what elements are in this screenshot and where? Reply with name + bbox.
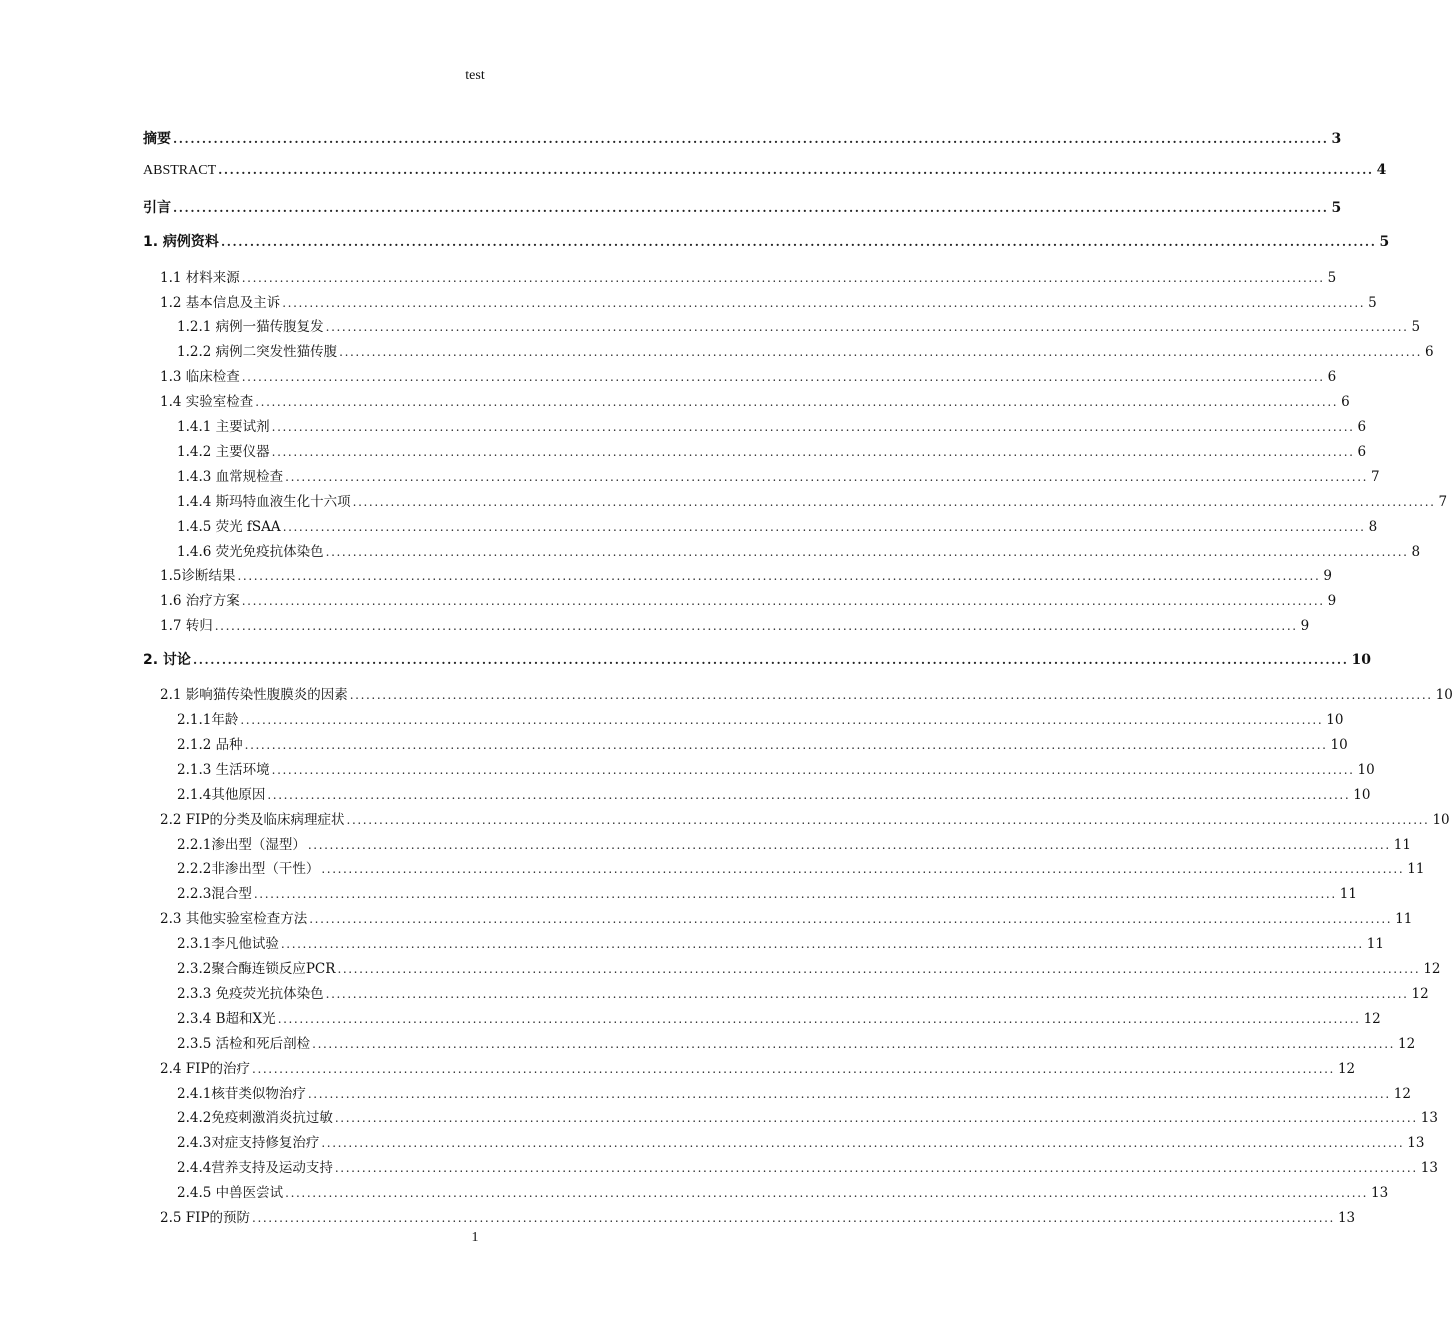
toc-entry-page: 5 (1329, 200, 1342, 216)
toc-entry[interactable] (143, 515, 1378, 537)
toc-entry[interactable] (143, 340, 1434, 362)
toc-entry[interactable] (143, 291, 1377, 313)
toc-entry-page: 6 (1355, 444, 1367, 460)
toc-entry-page: 10 (1350, 787, 1370, 803)
toc-entry-title: 1.2.2 病例二突发性猫传腹 (177, 340, 339, 360)
toc-entry[interactable] (143, 564, 1332, 586)
toc-leader-dots: ........................................................................................................................................................................................................ (220, 235, 1377, 249)
toc-entry-title: 2.4 FIP的治疗 (160, 1057, 252, 1077)
toc-entry[interactable] (143, 1106, 1438, 1128)
toc-entry-page: 9 (1320, 568, 1332, 584)
toc-entry[interactable] (143, 1206, 1356, 1228)
toc-entry-page: 10 (1355, 762, 1375, 778)
toc-entry[interactable] (143, 465, 1380, 487)
toc-entry-page: 12 (1409, 986, 1429, 1002)
toc-entry-page: 9 (1325, 593, 1337, 609)
toc-entry-page: 10 (1328, 737, 1348, 753)
toc-leader-dots: ........................................................................................................................................................................................................ (253, 887, 1337, 901)
toc-entry[interactable] (143, 197, 1342, 219)
toc-entry-title: 1.6 治疗方案 (160, 589, 242, 609)
toc-entry[interactable] (143, 683, 1453, 705)
toc-entry[interactable] (143, 128, 1342, 150)
toc-entry-page: 11 (1391, 837, 1411, 853)
toc-leader-dots: ........................................................................................................................................................................................................ (241, 594, 1325, 608)
toc-leader-dots: ........................................................................................................................................................................................................ (173, 132, 1329, 146)
toc-entry-title: 2.4.1核苷类似物治疗 (177, 1082, 308, 1102)
toc-entry-page: 13 (1418, 1110, 1438, 1126)
toc-leader-dots: ........................................................................................................................................................................................................ (307, 1087, 1391, 1101)
toc-entry-title: 2.5 FIP的预防 (160, 1206, 252, 1226)
toc-leader-dots: ........................................................................................................................................................................................................ (280, 937, 1364, 951)
toc-leader-dots: ........................................................................................................................................................................................................ (346, 813, 1430, 827)
toc-leader-dots: ........................................................................................................................................................................................................ (214, 619, 1298, 633)
toc-entry[interactable] (143, 589, 1337, 611)
toc-leader-dots: ........................................................................................................................................................................................................ (277, 1012, 1361, 1026)
toc-entry-page: 3 (1329, 131, 1342, 147)
toc-entry[interactable] (143, 231, 1390, 253)
toc-entry-page: 13 (1418, 1160, 1438, 1176)
toc-entry-title: 1.1 材料来源 (160, 266, 242, 286)
toc-entry-title: 2.3.4 B超和X光 (177, 1007, 278, 1027)
toc-entry[interactable] (143, 758, 1375, 780)
toc-leader-dots: ........................................................................................................................................................................................................ (325, 987, 1409, 1001)
toc-entry-title: 2.4.2免疫刺激消炎抗过敏 (177, 1106, 335, 1126)
toc-leader-dots: ........................................................................................................................................................................................................ (312, 1037, 1396, 1051)
toc-entry-title: 2.2 FIP的分类及临床病理症状 (160, 808, 347, 828)
toc-entry-page: 11 (1404, 861, 1424, 877)
toc-entry-title: 2.4.3对症支持修复治疗 (177, 1131, 321, 1151)
toc-entry[interactable] (143, 982, 1429, 1004)
toc-entry-page: 11 (1364, 936, 1384, 952)
toc-leader-dots: ........................................................................................................................................................................................................ (241, 271, 1325, 285)
toc-leader-dots: ........................................................................................................................................................................................................ (271, 763, 1355, 777)
toc-entry-title: 2.3.2聚合酶连锁反应PCR (177, 957, 337, 977)
toc-entry[interactable] (143, 614, 1310, 636)
toc-entry-page: 13 (1335, 1210, 1355, 1226)
toc-entry-page: 10 (1433, 687, 1453, 703)
toc-leader-dots: ........................................................................................................................................................................................................ (252, 1062, 1335, 1076)
toc-leader-dots: ........................................................................................................................................................................................................ (352, 495, 1436, 509)
toc-entry-title: 摘要 (143, 128, 173, 148)
toc-entry-title: 1.2.1 病例一猫传腹复发 (177, 315, 326, 335)
toc-entry-title: 2.1.1年龄 (177, 708, 240, 728)
toc-entry-page: 4 (1374, 162, 1387, 178)
toc-entry-page: 5 (1376, 234, 1389, 250)
toc-entry-page: 9 (1298, 618, 1310, 634)
toc-entry-title: 2.1.4其他原因 (177, 783, 267, 803)
toc-entry[interactable] (143, 315, 1421, 337)
toc-entry[interactable] (143, 162, 1387, 184)
toc-entry[interactable] (143, 649, 1371, 671)
toc-entry-title: 2.2.3混合型 (177, 882, 254, 902)
toc-entry[interactable] (143, 1032, 1416, 1054)
toc-entry-title: 2.3.5 活检和死后剖检 (177, 1032, 312, 1052)
toc-leader-dots: ........................................................................................................................................................................................................ (307, 838, 1391, 852)
toc-entry-title: 1.3 临床检查 (160, 365, 242, 385)
toc-entry-page: 6 (1355, 419, 1367, 435)
toc-entry[interactable] (143, 540, 1421, 562)
toc-entry-page: 8 (1366, 519, 1378, 535)
toc-leader-dots: ........................................................................................................................................................................................................ (334, 1111, 1418, 1125)
toc-entry[interactable] (143, 440, 1367, 462)
toc-leader-dots: ........................................................................................................................................................................................................ (271, 445, 1355, 459)
toc-entry[interactable] (143, 390, 1350, 412)
toc-entry-title: 2.1 影响猫传染性腹膜炎的因素 (160, 683, 350, 703)
toc-entry-title: 1.4.4 斯玛特血液生化十六项 (177, 490, 353, 510)
toc-entry-page: 5 (1365, 295, 1377, 311)
toc-entry[interactable] (143, 1007, 1381, 1029)
toc-leader-dots: ........................................................................................................................................................................................................ (267, 788, 1351, 802)
toc-entry-page: 12 (1361, 1011, 1381, 1027)
toc-entry[interactable] (143, 708, 1344, 730)
toc-entry-title: 2.2.1渗出型（湿型） (177, 833, 308, 853)
toc-entry-title: 1.4 实验室检查 (160, 390, 255, 410)
toc-entry[interactable] (143, 907, 1413, 929)
page-number: 1 (471, 1230, 479, 1245)
toc-entry[interactable] (143, 1082, 1411, 1104)
toc-entry-title: 1.4.6 荧光免疫抗体染色 (177, 540, 326, 560)
toc-leader-dots: ........................................................................................................................................................................................................ (173, 201, 1329, 215)
toc-entry-page: 12 (1335, 1061, 1355, 1077)
toc-entry-title: 2. 讨论 (143, 649, 193, 669)
toc-entry[interactable] (143, 957, 1441, 979)
toc-leader-dots: ........................................................................................................................................................................................................ (321, 1136, 1405, 1150)
toc-entry-page: 11 (1337, 886, 1357, 902)
toc-leader-dots: ........................................................................................................................................................................................................ (244, 738, 1328, 752)
toc-leader-dots: ........................................................................................................................................................................................................ (325, 545, 1409, 559)
toc-entry-title: 1.5诊断结果 (160, 564, 237, 584)
toc-entry-page: 12 (1395, 1036, 1415, 1052)
toc-leader-dots: ........................................................................................................................................................................................................ (285, 1186, 1369, 1200)
toc-leader-dots: ........................................................................................................................................................................................................ (237, 569, 1321, 583)
toc-leader-dots: ........................................................................................................................................................................................................ (285, 470, 1369, 484)
toc-entry[interactable] (143, 733, 1348, 755)
toc-leader-dots: ........................................................................................................................................................................................................ (334, 1161, 1418, 1175)
toc-entry-title: 1.4.1 主要试剂 (177, 415, 272, 435)
toc-entry-page: 13 (1368, 1185, 1388, 1201)
toc-entry[interactable] (143, 857, 1425, 879)
toc-leader-dots: ........................................................................................................................................................................................................ (255, 395, 1339, 409)
toc-leader-dots: ........................................................................................................................................................................................................ (321, 862, 1405, 876)
toc-entry[interactable] (143, 266, 1337, 288)
toc-entry-page: 6 (1325, 369, 1337, 385)
toc-entry-page: 10 (1429, 812, 1449, 828)
toc-entry-page: 6 (1422, 344, 1434, 360)
toc-entry-title: 1. 病例资料 (143, 231, 221, 251)
toc-entry-title: 2.3.1李凡他试验 (177, 932, 281, 952)
toc-entry-page: 12 (1391, 1086, 1411, 1102)
toc-leader-dots: ........................................................................................................................................................................................................ (240, 713, 1324, 727)
toc-entry-title: 1.2 基本信息及主诉 (160, 291, 282, 311)
toc-entry[interactable] (143, 783, 1371, 805)
toc-leader-dots: ........................................................................................................................................................................................................ (309, 912, 1393, 926)
toc-entry-title: 1.4.5 荧光 fSAA (177, 515, 283, 535)
toc-leader-dots: ........................................................................................................................................................................................................ (337, 962, 1421, 976)
toc-entry-title: 2.2.2非渗出型（干性） (177, 857, 321, 877)
toc-entry-page: 13 (1404, 1135, 1424, 1151)
toc-entry[interactable] (143, 1131, 1425, 1153)
toc-entry-page: 10 (1348, 652, 1370, 668)
toc-entry[interactable] (143, 490, 1448, 512)
toc-leader-dots: ........................................................................................................................................................................................................ (325, 320, 1409, 334)
toc-entry-page: 6 (1338, 394, 1350, 410)
toc-leader-dots: ........................................................................................................................................................................................................ (252, 1211, 1335, 1225)
toc-entry-title: 2.3 其他实验室检查方法 (160, 907, 309, 927)
toc-entry[interactable] (143, 1181, 1389, 1203)
toc-entry-page: 5 (1325, 270, 1337, 286)
toc-entry-title: 2.4.5 中兽医尝试 (177, 1181, 285, 1201)
toc-entry[interactable] (143, 415, 1367, 437)
toc-entry-title: 1.4.3 血常规检查 (177, 465, 285, 485)
toc-entry-page: 11 (1392, 911, 1412, 927)
toc-entry[interactable] (143, 882, 1357, 904)
toc-entry-page: 12 (1420, 961, 1440, 977)
toc-leader-dots: ........................................................................................................................................................................................................ (241, 370, 1325, 384)
toc-entry-title: 1.4.2 主要仪器 (177, 440, 272, 460)
page-header: test (465, 68, 485, 83)
toc-leader-dots: ........................................................................................................................................................................................................ (192, 653, 1349, 667)
toc-entry-title: 2.3.3 免疫荧光抗体染色 (177, 982, 326, 1002)
toc-entry-page: 7 (1368, 469, 1380, 485)
toc-entry-page: 5 (1409, 319, 1421, 335)
toc-entry[interactable] (143, 808, 1450, 830)
toc-entry-title: 2.1.3 生活环境 (177, 758, 272, 778)
toc-entry-title: ABSTRACT (143, 163, 217, 178)
toc-leader-dots: ........................................................................................................................................................................................................ (271, 420, 1355, 434)
toc-entry-page: 10 (1323, 712, 1343, 728)
toc-leader-dots: ........................................................................................................................................................................................................ (339, 345, 1423, 359)
toc-entry-title: 1.7 转归 (160, 614, 215, 634)
toc-leader-dots: ........................................................................................................................................................................................................ (349, 688, 1433, 702)
toc-entry-title: 2.1.2 品种 (177, 733, 245, 753)
toc-leader-dots: ........................................................................................................................................................................................................ (282, 520, 1366, 534)
toc-entry[interactable] (143, 932, 1384, 954)
toc-entry-page: 7 (1436, 494, 1448, 510)
toc-leader-dots: ........................................................................................................................................................................................................ (218, 163, 1374, 177)
toc-entry[interactable] (143, 1057, 1356, 1079)
toc-entry[interactable] (143, 365, 1337, 387)
toc-entry[interactable] (143, 1156, 1438, 1178)
toc-entry-page: 8 (1409, 544, 1421, 560)
toc-entry[interactable] (143, 833, 1411, 855)
toc-leader-dots: ........................................................................................................................................................................................................ (282, 296, 1366, 310)
toc-entry-title: 引言 (143, 197, 173, 217)
toc-entry-title: 2.4.4营养支持及运动支持 (177, 1156, 335, 1176)
